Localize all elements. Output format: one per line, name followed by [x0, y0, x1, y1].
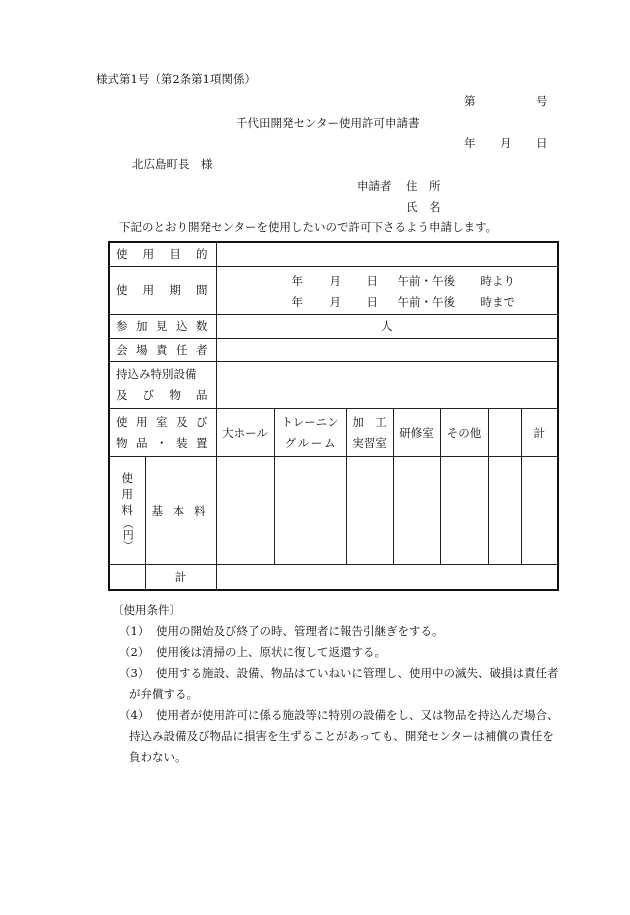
- room-training-header: トレーニン グ ル ー ム: [274, 408, 346, 456]
- purpose-label: 使 用 目 的: [109, 242, 216, 266]
- condition-item: （3） 使用する施設、設備、物品はていねいに管理し、使用中の滅失、破損は責任者: [119, 666, 559, 680]
- manager-field[interactable]: [216, 338, 558, 361]
- basic-fee-label: 基 本 料: [145, 457, 216, 565]
- addressee: 北広島町長 様: [132, 157, 213, 171]
- intro-text: 下記のとおり開発センターを使用したいので許可下さるよう申請します。: [119, 220, 498, 234]
- date-month: 月: [500, 136, 512, 150]
- fee-total-cell[interactable]: [521, 457, 558, 565]
- condition-item: （1） 使用の開始及び終了の時、管理者に報告引継ぎをする。: [119, 624, 444, 638]
- condition-item: （4） 使用者が使用許可に係る施設等に特別の設備をし、又は物品を持込んだ場合、: [119, 708, 559, 722]
- fee-study-cell[interactable]: [393, 457, 440, 565]
- conditions-heading: 〔使用条件〕: [112, 603, 181, 617]
- condition-item: （2） 使用後は清掃の上、原状に復して返還する。: [119, 645, 386, 659]
- fee-label: 使 用 料 （円）: [109, 457, 145, 565]
- document-title: 千代田開発センター使用許可申請書: [236, 116, 420, 130]
- manager-label: 会 場 責 任 者: [109, 338, 216, 361]
- room-hall-header: 大ホール: [216, 408, 274, 456]
- name-label: 氏 名: [406, 200, 441, 214]
- period-field[interactable]: 年 月 日 午前・午後 時より 年 月 日 午前・午後 時まで: [216, 266, 558, 314]
- application-table: [108, 241, 559, 591]
- fee-training-cell[interactable]: [274, 457, 346, 565]
- fee-other-cell[interactable]: [440, 457, 488, 565]
- equipment-label: 持込み特別設備 及 び 物 品: [109, 361, 216, 408]
- purpose-field[interactable]: [216, 242, 558, 266]
- fee-process-cell[interactable]: [346, 457, 393, 565]
- fee-blank-cell[interactable]: [488, 457, 521, 565]
- period-label: 使 用 期 間: [109, 266, 216, 314]
- condition-continuation: 負わない。: [129, 750, 187, 764]
- form-number: 様式第1号（第2条第1項関係）: [96, 72, 256, 86]
- rooms-label: 使 用 室 及 び 物 品 ・ 装 置: [109, 408, 216, 456]
- date-day: 日: [536, 136, 548, 150]
- fee-hall-cell[interactable]: [216, 457, 274, 565]
- room-study-header: 研修室: [393, 408, 440, 456]
- total-blank-cell: [109, 565, 145, 590]
- room-total-header: 計: [521, 408, 558, 456]
- room-other-header: その他: [440, 408, 488, 456]
- document-number-suffix: 号: [536, 94, 548, 108]
- equipment-field[interactable]: [216, 361, 558, 408]
- total-label: 計: [145, 565, 216, 590]
- date-year: 年: [464, 136, 476, 150]
- document-number-prefix: 第: [464, 94, 476, 108]
- condition-continuation: が弁償する。: [129, 687, 198, 701]
- attendance-field[interactable]: 人: [216, 314, 558, 338]
- room-blank-header: [488, 408, 521, 456]
- total-field[interactable]: [216, 565, 558, 590]
- conditions-list: [119, 621, 559, 768]
- room-process-header: 加 工 実習室: [346, 408, 393, 456]
- applicant-label: 申請者: [357, 179, 392, 193]
- attendance-label: 参 加 見 込 数: [109, 314, 216, 338]
- address-label: 住 所: [406, 179, 441, 193]
- condition-continuation: 持込み設備及び物品に損害を生ずることがあっても、開発センターは補償の責任を: [129, 729, 554, 743]
